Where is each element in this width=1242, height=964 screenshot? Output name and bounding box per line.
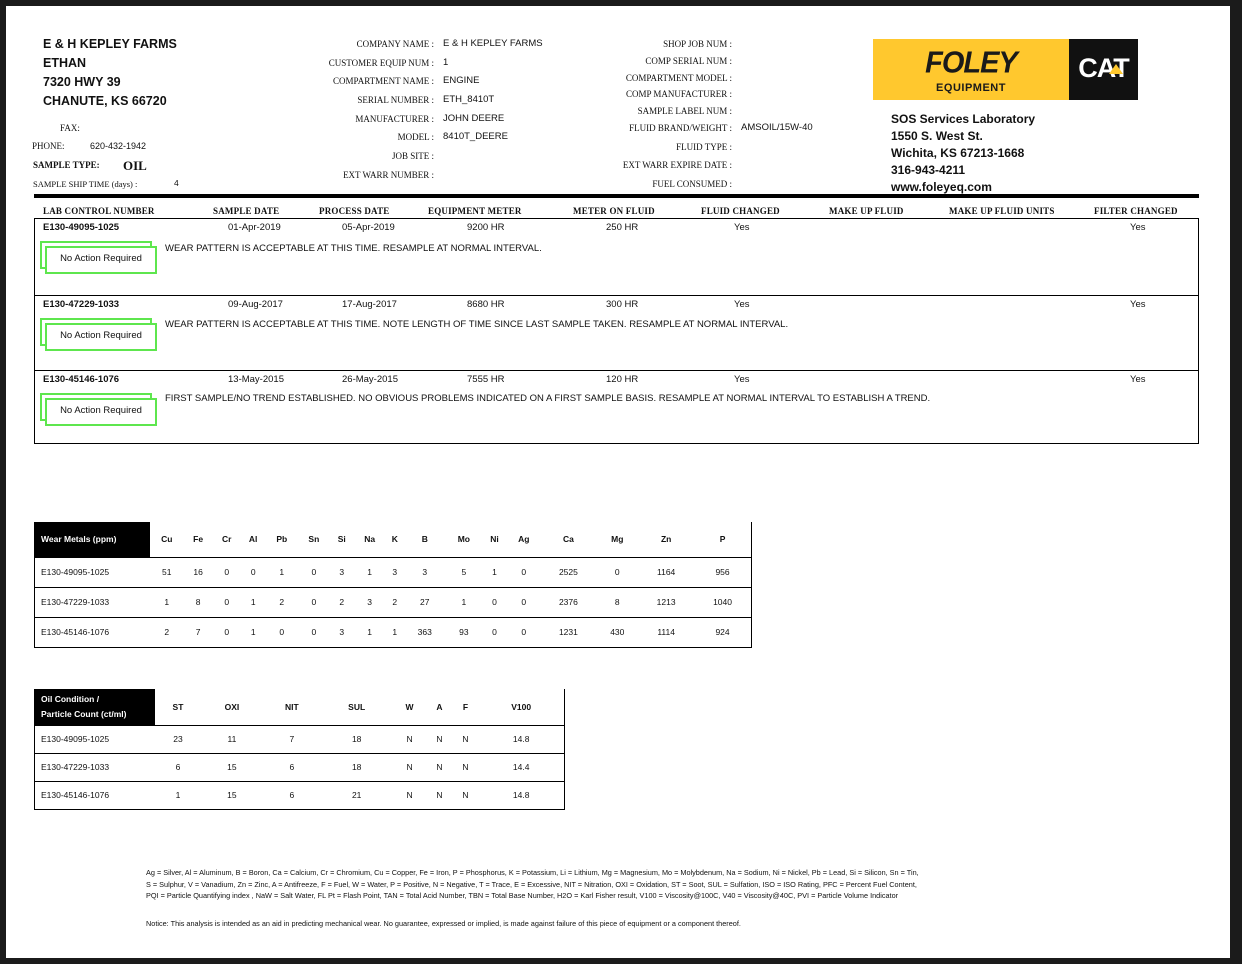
status-badge <box>40 318 152 346</box>
cell: 1 <box>266 557 298 587</box>
sample-lab-control-number: E130-49095-1025 <box>43 222 120 233</box>
job-site-label: JOB SITE : <box>391 151 434 161</box>
col-process-date: PROCESS DATE <box>319 206 390 216</box>
cell: 7 <box>183 617 212 647</box>
cell: 14.4 <box>478 753 564 781</box>
row-id: E130-47229-1033 <box>35 587 151 617</box>
comp-serial-label: COMP SERIAL NUM : <box>645 56 732 66</box>
col-header: P <box>694 522 751 557</box>
col-filter-changed: FILTER CHANGED <box>1094 206 1178 216</box>
filter-changed: Yes <box>1130 299 1146 310</box>
ship-time-value: 4 <box>174 178 179 188</box>
cell: N <box>393 781 427 809</box>
cell: N <box>427 781 453 809</box>
col-header: V100 <box>478 689 564 725</box>
legend-line: S = Sulphur, V = Vanadium, Zn = Zinc, A = Antifreeze, F = Fuel, W = Water, P = Positive, N = Negative, T = Trace, E = Excessive, NIT = Nitration, OXI = Oxidation, ST = Soot, SUL = Sulfation, ISO = ISO Rating, PFC = Percent Fuel Content, <box>146 879 917 889</box>
cell: N <box>393 753 427 781</box>
fluid-type-label: FLUID TYPE : <box>676 142 732 152</box>
meter-on-fluid: 300 HR <box>606 299 639 310</box>
cell: 1 <box>482 557 507 587</box>
row-id: E130-49095-1025 <box>35 557 151 587</box>
col-header: A <box>427 689 453 725</box>
status-badge-label: No Action Required <box>60 405 142 416</box>
model-label: MODEL : <box>397 132 434 142</box>
cell: 0 <box>507 557 540 587</box>
cell: 11 <box>201 725 263 753</box>
cat-logo <box>1069 39 1138 100</box>
cell: 2 <box>266 587 298 617</box>
sample-comment: FIRST SAMPLE/NO TREND ESTABLISHED. NO OBVIOUS PROBLEMS INDICATED ON A FIRST SAMPLE BASIS. RESAMPLE AT NORMAL INTERVAL TO ESTABLISH A TREND. <box>165 393 931 404</box>
disclaimer-notice: Notice: This analysis is intended as an aid in predicting mechanical wear. No guarantee, expressed or implied, is made against failure of this piece of equipment or a component thereof. <box>146 919 741 928</box>
customer-equip-label: CUSTOMER EQUIP NUM : <box>328 58 434 68</box>
process-date: 05-Apr-2019 <box>342 222 395 233</box>
table-row <box>35 725 565 753</box>
status-badge <box>40 241 152 269</box>
lab-website[interactable]: www.foleyeq.com <box>891 180 992 194</box>
cell: 1 <box>354 557 386 587</box>
comp-mfr-label: COMP MANUFACTURER : <box>625 89 732 99</box>
col-header: B <box>404 522 446 557</box>
shop-job-label: SHOP JOB NUM : <box>663 39 732 49</box>
table-row <box>35 753 565 781</box>
sample-type-label: SAMPLE TYPE: <box>33 160 100 170</box>
table-row <box>35 587 752 617</box>
lab-address: 1550 S. West St. <box>891 129 983 143</box>
cell: 6 <box>263 753 321 781</box>
sample-comment: WEAR PATTERN IS ACCEPTABLE AT THIS TIME. RESAMPLE AT NORMAL INTERVAL. <box>165 243 542 254</box>
oil-condition-title-line2: Particle Count (ct/ml) <box>41 708 127 719</box>
cell: 1040 <box>694 587 751 617</box>
status-badge-label: No Action Required <box>60 253 142 264</box>
fluid-brand-value: AMSOIL/15W-40 <box>741 122 813 133</box>
fluid-changed: Yes <box>734 374 750 385</box>
fluid-changed: Yes <box>734 222 750 233</box>
meter-on-fluid: 250 HR <box>606 222 639 233</box>
cell: 3 <box>330 617 354 647</box>
ext-warr-label: EXT WARR NUMBER : <box>343 170 434 180</box>
cell: 15 <box>201 781 263 809</box>
cell: 8 <box>183 587 212 617</box>
cell: 6 <box>263 781 321 809</box>
table-row <box>35 557 752 587</box>
cell: 2525 <box>541 557 597 587</box>
cell: 16 <box>183 557 212 587</box>
cell: 0 <box>482 587 507 617</box>
customer-name: E & H KEPLEY FARMS <box>43 37 177 51</box>
fluid-changed: Yes <box>734 299 750 310</box>
cell: 1 <box>446 587 482 617</box>
row-id: E130-45146-1076 <box>35 617 151 647</box>
cell: 1231 <box>541 617 597 647</box>
oil-condition-title-line1: Oil Condition / <box>41 693 100 704</box>
filter-changed: Yes <box>1130 222 1146 233</box>
customer-address: 7320 HWY 39 <box>43 75 121 89</box>
cell: 2 <box>386 587 404 617</box>
cell: N <box>452 753 478 781</box>
col-meter-on-fluid: METER ON FLUID <box>573 206 655 216</box>
cell: 0 <box>213 587 241 617</box>
comp-model-label: COMPARTMENT MODEL : <box>625 73 732 83</box>
col-header: Pb <box>266 522 298 557</box>
cell: 0 <box>482 617 507 647</box>
legend-line: PQI = Particle Quantifying index , NaW = Salt Water, FL Pt = Flash Point, TAN = Total Acid Number, TBN = Total Base Number, H2O = Karl Fisher result, V100 = Viscosity@100C, V40 = Viscosity@40C, PVI = Particle Volume Indicator <box>146 891 899 900</box>
cell: 924 <box>694 617 751 647</box>
lab-city: Wichita, KS 67213-1668 <box>891 146 1025 160</box>
cell: 23 <box>155 725 201 753</box>
equipment-meter: 7555 HR <box>467 374 505 385</box>
cell: 0 <box>298 557 330 587</box>
col-header: Sn <box>298 522 330 557</box>
foley-logo-subtext: EQUIPMENT <box>936 82 1006 94</box>
cell: 3 <box>330 557 354 587</box>
col-header: F <box>452 689 478 725</box>
lab-name: SOS Services Laboratory <box>891 112 1036 126</box>
sample-label-label: SAMPLE LABEL NUM : <box>637 106 732 116</box>
col-make-up-fluid: MAKE UP FLUID <box>829 206 904 216</box>
cell: 0 <box>298 617 330 647</box>
serial-value: ETH_8410T <box>443 94 495 105</box>
col-fluid-changed: FLUID CHANGED <box>701 206 780 216</box>
cell: 1 <box>155 781 201 809</box>
cell: 363 <box>404 617 446 647</box>
sample-lab-control-number: E130-45146-1076 <box>43 374 120 385</box>
cell: 956 <box>694 557 751 587</box>
table-header-row <box>35 689 565 725</box>
cell: 0 <box>241 557 266 587</box>
cell: 18 <box>321 725 393 753</box>
compartment-label: COMPARTMENT NAME : <box>333 76 434 86</box>
sample-row <box>34 218 1199 296</box>
cell: 0 <box>596 557 638 587</box>
cell: 1 <box>386 617 404 647</box>
cell: 6 <box>155 753 201 781</box>
abbreviation-legend <box>146 867 919 902</box>
cat-logo-text: CAT <box>1078 53 1129 83</box>
sample-lab-control-number: E130-47229-1033 <box>43 299 120 310</box>
col-header: Cr <box>213 522 241 557</box>
ext-warr-expire-label: EXT WARR EXPIRE DATE : <box>622 160 732 170</box>
manufacturer-value: JOHN DEERE <box>443 113 505 124</box>
meter-on-fluid: 120 HR <box>606 374 639 385</box>
oil-condition-title <box>35 689 156 725</box>
cell: 21 <box>321 781 393 809</box>
wear-metals-table <box>34 522 752 648</box>
cell: 430 <box>596 617 638 647</box>
header-divider <box>34 194 1199 198</box>
cat-logo-triangle <box>1109 64 1123 74</box>
sample-date: 09-Aug-2017 <box>228 299 283 310</box>
cell: 3 <box>354 587 386 617</box>
row-id: E130-45146-1076 <box>35 781 156 809</box>
cell: 0 <box>266 617 298 647</box>
table-row <box>35 781 565 809</box>
fuel-consumed-label: FUEL CONSUMED : <box>652 179 732 189</box>
cell: N <box>393 725 427 753</box>
phone-label: PHONE: <box>32 141 65 151</box>
cell: N <box>427 725 453 753</box>
sample-row <box>34 295 1199 371</box>
company-name-value: E & H KEPLEY FARMS <box>443 38 543 49</box>
cell: 2 <box>150 617 183 647</box>
cell: 1 <box>241 617 266 647</box>
col-header: Fe <box>183 522 212 557</box>
cell: 14.8 <box>478 725 564 753</box>
col-header: Ni <box>482 522 507 557</box>
company-name-label: COMPANY NAME : <box>356 39 434 49</box>
col-header: OXI <box>201 689 263 725</box>
sample-comment: WEAR PATTERN IS ACCEPTABLE AT THIS TIME. NOTE LENGTH OF TIME SINCE LAST SAMPLE TAKEN. RESAMPLE AT NORMAL INTERVAL. <box>165 319 789 330</box>
customer-city: CHANUTE, KS 66720 <box>43 94 167 108</box>
cell: 1213 <box>638 587 694 617</box>
cell: 0 <box>298 587 330 617</box>
col-header: Cu <box>150 522 183 557</box>
cell: 1164 <box>638 557 694 587</box>
col-make-up-fluid-units: MAKE UP FLUID UNITS <box>949 206 1055 216</box>
cell: 8 <box>596 587 638 617</box>
ship-time-label: SAMPLE SHIP TIME (days) : <box>33 179 138 189</box>
cell: 14.8 <box>478 781 564 809</box>
cell: 1114 <box>638 617 694 647</box>
cell: 18 <box>321 753 393 781</box>
col-header: Mg <box>596 522 638 557</box>
lab-phone: 316-943-4211 <box>891 163 966 177</box>
col-header: Na <box>354 522 386 557</box>
cell: N <box>452 725 478 753</box>
process-date: 17-Aug-2017 <box>342 299 397 310</box>
phone-value: 620-432-1942 <box>90 141 147 151</box>
cell: N <box>427 753 453 781</box>
report-sheet <box>6 6 1230 958</box>
row-id: E130-49095-1025 <box>35 725 156 753</box>
col-header: NIT <box>263 689 321 725</box>
compartment-value: ENGINE <box>443 75 480 86</box>
equipment-meter: 8680 HR <box>467 299 505 310</box>
customer-equip-value: 1 <box>443 57 449 68</box>
cell: N <box>452 781 478 809</box>
col-header: K <box>386 522 404 557</box>
col-header: SUL <box>321 689 393 725</box>
model-value: 8410T_DEERE <box>443 131 508 142</box>
col-header: Mo <box>446 522 482 557</box>
sample-type-value: OIL <box>123 158 147 173</box>
col-equipment-meter: EQUIPMENT METER <box>428 206 522 216</box>
wear-metals-title: Wear Metals (ppm) <box>35 522 151 557</box>
col-header: ST <box>155 689 201 725</box>
status-badge-label: No Action Required <box>60 330 142 341</box>
sample-date: 01-Apr-2019 <box>228 222 281 233</box>
cell: 2376 <box>541 587 597 617</box>
cell: 2 <box>330 587 354 617</box>
equipment-meter: 9200 HR <box>467 222 505 233</box>
cell: 1 <box>150 587 183 617</box>
oil-condition-table <box>34 689 565 810</box>
foley-logo-text: FOLEY <box>925 46 1017 80</box>
col-header: Si <box>330 522 354 557</box>
cell: 1 <box>241 587 266 617</box>
sample-date: 13-May-2015 <box>228 374 284 385</box>
table-header-row <box>35 522 752 557</box>
col-header: Al <box>241 522 266 557</box>
cell: 0 <box>507 587 540 617</box>
filter-changed: Yes <box>1130 374 1146 385</box>
col-header: Zn <box>638 522 694 557</box>
fax-label: FAX: <box>60 123 80 133</box>
manufacturer-label: MANUFACTURER : <box>355 114 434 124</box>
fluid-brand-label: FLUID BRAND/WEIGHT : <box>629 123 732 133</box>
cell: 15 <box>201 753 263 781</box>
col-header: Ag <box>507 522 540 557</box>
cell: 5 <box>446 557 482 587</box>
cell: 1 <box>354 617 386 647</box>
cell: 3 <box>386 557 404 587</box>
cell: 3 <box>404 557 446 587</box>
status-badge <box>40 393 152 421</box>
col-header: Ca <box>541 522 597 557</box>
customer-contact: ETHAN <box>43 56 87 70</box>
legend-line: Ag = Silver, Al = Aluminum, B = Boron, Ca = Calcium, Cr = Chromium, Cu = Copper, Fe = Iron, P = Phosphorus, K = Potassium, Li = Lithium, Mg = Magnesium, Mo = Molybdenum, Na = Sodium, Ni = Nickel, Pb = Lead, Si = Silicon, Sn = Tin, <box>146 868 919 877</box>
cell: 0 <box>213 557 241 587</box>
process-date: 26-May-2015 <box>342 374 398 385</box>
table-row <box>35 617 752 647</box>
cell: 0 <box>507 617 540 647</box>
col-lab-control-number: LAB CONTROL NUMBER <box>43 206 155 216</box>
sample-row <box>34 370 1199 444</box>
serial-label: SERIAL NUMBER : <box>357 95 434 105</box>
row-id: E130-47229-1033 <box>35 753 156 781</box>
col-sample-date: SAMPLE DATE <box>213 206 280 216</box>
foley-equipment-logo <box>873 39 1069 100</box>
cell: 51 <box>150 557 183 587</box>
col-header: W <box>393 689 427 725</box>
cell: 93 <box>446 617 482 647</box>
cell: 7 <box>263 725 321 753</box>
cell: 27 <box>404 587 446 617</box>
cell: 0 <box>213 617 241 647</box>
